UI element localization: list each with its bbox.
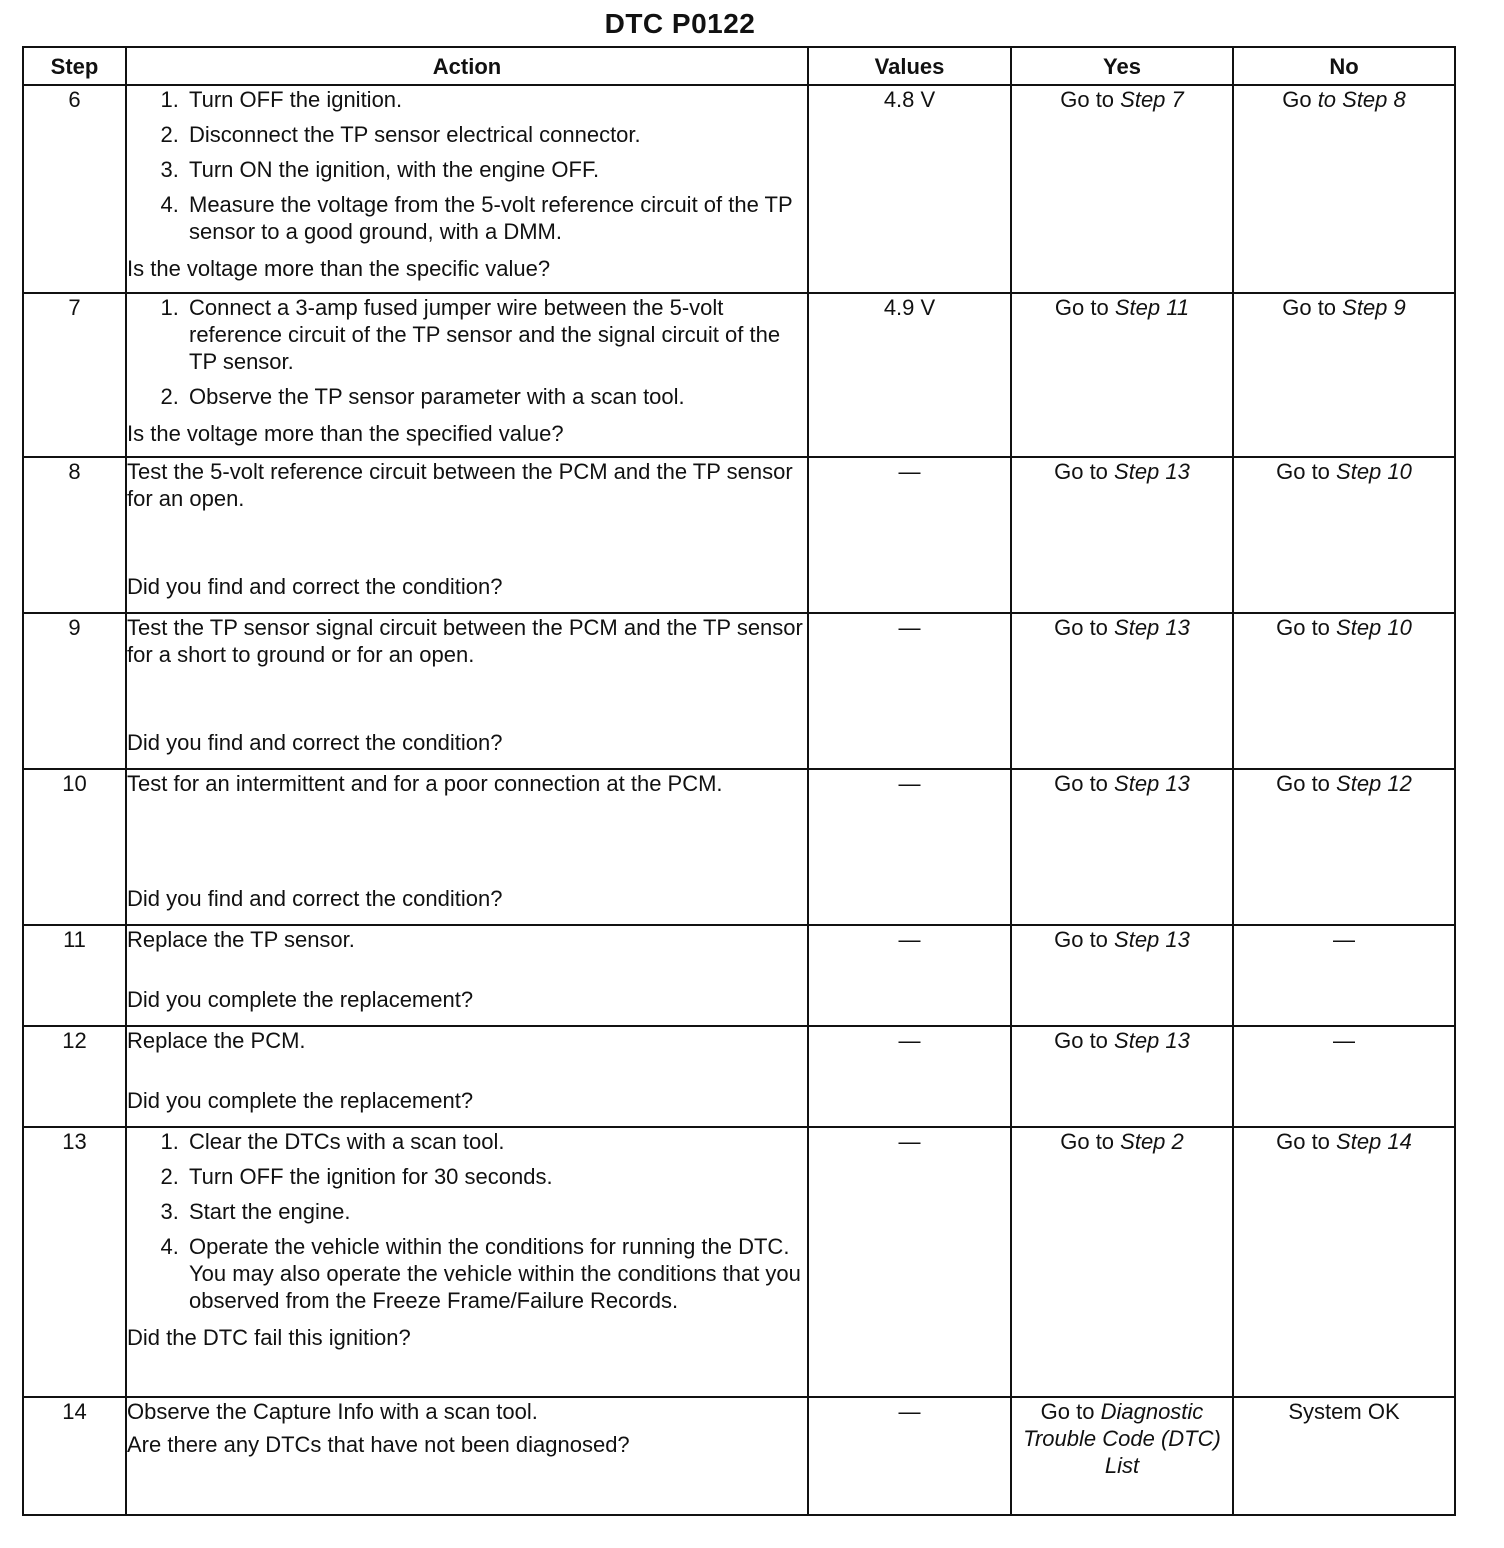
no-cell: [1233, 613, 1455, 769]
yes-cell: [1011, 1397, 1233, 1515]
yes-cell: [1011, 85, 1233, 293]
yes-cell: [1011, 769, 1233, 925]
step-number: 12: [23, 1026, 126, 1127]
action-step: 1. Turn OFF the ignition.: [185, 86, 807, 113]
action-question: Did you complete the replacement?: [127, 987, 474, 1012]
action-cell: [126, 457, 808, 613]
no-prefix: Go to: [1282, 295, 1343, 320]
action-cell: [126, 925, 808, 1026]
value-cell: 4.8 V: [808, 85, 1011, 293]
yes-step-link[interactable]: Step 2: [1120, 1129, 1184, 1154]
yes-cell: [1011, 293, 1233, 457]
no-cell: System OK: [1233, 1397, 1455, 1515]
action-step: 2. Disconnect the TP sensor electrical connector.: [185, 121, 807, 148]
yes-step-link[interactable]: Step 11: [1114, 295, 1190, 320]
yes-prefix: Go to: [1054, 295, 1115, 320]
no-prefix: Go to: [1276, 615, 1337, 640]
action-step: 2. Observe the TP sensor parameter with a scan tool.: [185, 383, 807, 410]
no-cell: [1233, 85, 1455, 293]
header-values: Values: [808, 47, 1011, 85]
yes-step-link[interactable]: Step 13: [1114, 459, 1190, 484]
action-question: Did you find and correct the condition?: [127, 730, 503, 755]
no-cell: —: [1233, 1026, 1455, 1127]
action-text: Replace the PCM.: [127, 1028, 306, 1053]
action-text: Test the 5-volt reference circuit between the PCM and the TP sensor for an open.: [127, 459, 793, 511]
table-row: [23, 925, 1455, 1026]
step-number: 11: [23, 925, 126, 1026]
action-question: Did you find and correct the condition?: [127, 574, 503, 599]
no-cell: [1233, 1127, 1455, 1397]
table-row: [23, 1127, 1455, 1397]
table-row: [23, 457, 1455, 613]
diagnostic-table: [22, 46, 1456, 1516]
value-cell: —: [808, 925, 1011, 1026]
action-text: Test the TP sensor signal circuit between the PCM and the TP sensor for a short to ground or for an open.: [127, 615, 803, 667]
action-cell: [126, 293, 808, 457]
action-cell: [126, 769, 808, 925]
step-number: 8: [23, 457, 126, 613]
yes-prefix: Go to: [1060, 1129, 1121, 1154]
yes-step-link[interactable]: Step 13: [1114, 927, 1190, 952]
step-number: 13: [23, 1127, 126, 1397]
table-row: [23, 613, 1455, 769]
header-yes: Yes: [1011, 47, 1233, 85]
yes-prefix: Go to: [1054, 1028, 1115, 1053]
action-step: 4. Operate the vehicle within the conditions for running the DTC. You may also operate the vehicle within the conditions that you observed from the Freeze Frame/Failure Records.: [185, 1233, 807, 1314]
yes-cell: [1011, 457, 1233, 613]
yes-cell: [1011, 925, 1233, 1026]
table-row: [23, 1026, 1455, 1127]
header-no: No: [1233, 47, 1455, 85]
yes-prefix: Go to: [1054, 771, 1115, 796]
yes-cell: [1011, 613, 1233, 769]
action-cell: [126, 1026, 808, 1127]
no-cell: [1233, 457, 1455, 613]
action-cell: [126, 613, 808, 769]
action-step: 3. Start the engine.: [185, 1198, 807, 1225]
action-question: Did you find and correct the condition?: [127, 886, 503, 911]
step-number: 7: [23, 293, 126, 457]
action-steps: [127, 294, 807, 414]
no-step-link[interactable]: Step 9: [1342, 295, 1406, 320]
no-cell: [1233, 769, 1455, 925]
header-action: Action: [126, 47, 808, 85]
step-number: 9: [23, 613, 126, 769]
action-step: 3. Turn ON the ignition, with the engine OFF.: [185, 156, 807, 183]
yes-cell: [1011, 1127, 1233, 1397]
action-steps: [127, 1128, 807, 1318]
no-prefix: Go to: [1276, 459, 1337, 484]
no-step-link[interactable]: to Step 8: [1317, 87, 1406, 112]
action-question: Is the voltage more than the specified value?: [127, 421, 564, 446]
action-steps: [127, 86, 807, 249]
action-question: Are there any DTCs that have not been diagnosed?: [127, 1432, 630, 1457]
yes-prefix: Go to: [1040, 1399, 1101, 1424]
value-cell: —: [808, 1026, 1011, 1127]
value-cell: —: [808, 1397, 1011, 1515]
action-cell: [126, 85, 808, 293]
no-prefix: Go: [1282, 87, 1318, 112]
no-cell: —: [1233, 925, 1455, 1026]
value-cell: —: [808, 457, 1011, 613]
header-step: Step: [23, 47, 126, 85]
no-step-link[interactable]: Step 12: [1336, 771, 1412, 796]
action-text: Test for an intermittent and for a poor connection at the PCM.: [127, 771, 723, 796]
value-cell: —: [808, 613, 1011, 769]
action-cell: [126, 1127, 808, 1397]
action-question: Is the voltage more than the specific value?: [127, 256, 551, 281]
yes-prefix: Go to: [1054, 615, 1115, 640]
yes-step-link[interactable]: Step 13: [1114, 615, 1190, 640]
yes-prefix: Go to: [1054, 927, 1115, 952]
table-header-row: [23, 47, 1455, 85]
step-number: 14: [23, 1397, 126, 1515]
action-step: 1. Connect a 3-amp fused jumper wire between the 5-volt reference circuit of the TP sensor and the signal circuit of the TP sensor.: [185, 294, 807, 375]
action-step: 4. Measure the voltage from the 5-volt reference circuit of the TP sensor to a good ground, with a DMM.: [185, 191, 807, 245]
yes-prefix: Go to: [1060, 87, 1121, 112]
value-cell: 4.9 V: [808, 293, 1011, 457]
table-row: [23, 85, 1455, 293]
yes-step-link[interactable]: Step 7: [1120, 87, 1184, 112]
action-step: 2. Turn OFF the ignition for 30 seconds.: [185, 1163, 807, 1190]
yes-dtc-list-link[interactable]: Diagnostic Trouble Code (DTC) List: [1023, 1399, 1221, 1478]
action-text: Replace the TP sensor.: [127, 927, 355, 952]
no-step-link[interactable]: Step 14: [1336, 1129, 1412, 1154]
no-step-link[interactable]: Step 10: [1336, 459, 1412, 484]
step-number: 10: [23, 769, 126, 925]
yes-prefix: Go to: [1054, 459, 1115, 484]
no-cell: [1233, 293, 1455, 457]
yes-step-link[interactable]: Step 13: [1114, 771, 1190, 796]
action-cell: [126, 1397, 808, 1515]
action-question: Did you complete the replacement?: [127, 1088, 474, 1113]
yes-step-link[interactable]: Step 13: [1114, 1028, 1190, 1053]
value-cell: —: [808, 769, 1011, 925]
action-question: Did the DTC fail this ignition?: [127, 1325, 411, 1350]
table-row: [23, 1397, 1455, 1515]
value-cell: —: [808, 1127, 1011, 1397]
document-title: DTC P0122: [604, 8, 756, 39]
no-step-link[interactable]: Step 10: [1336, 615, 1412, 640]
action-text: Observe the Capture Info with a scan tool.: [127, 1399, 538, 1424]
no-prefix: Go to: [1276, 771, 1337, 796]
no-prefix: Go to: [1276, 1129, 1337, 1154]
yes-cell: [1011, 1026, 1233, 1127]
step-number: 6: [23, 85, 126, 293]
table-row: [23, 293, 1455, 457]
action-step: 1. Clear the DTCs with a scan tool.: [185, 1128, 807, 1155]
table-row: [23, 769, 1455, 925]
